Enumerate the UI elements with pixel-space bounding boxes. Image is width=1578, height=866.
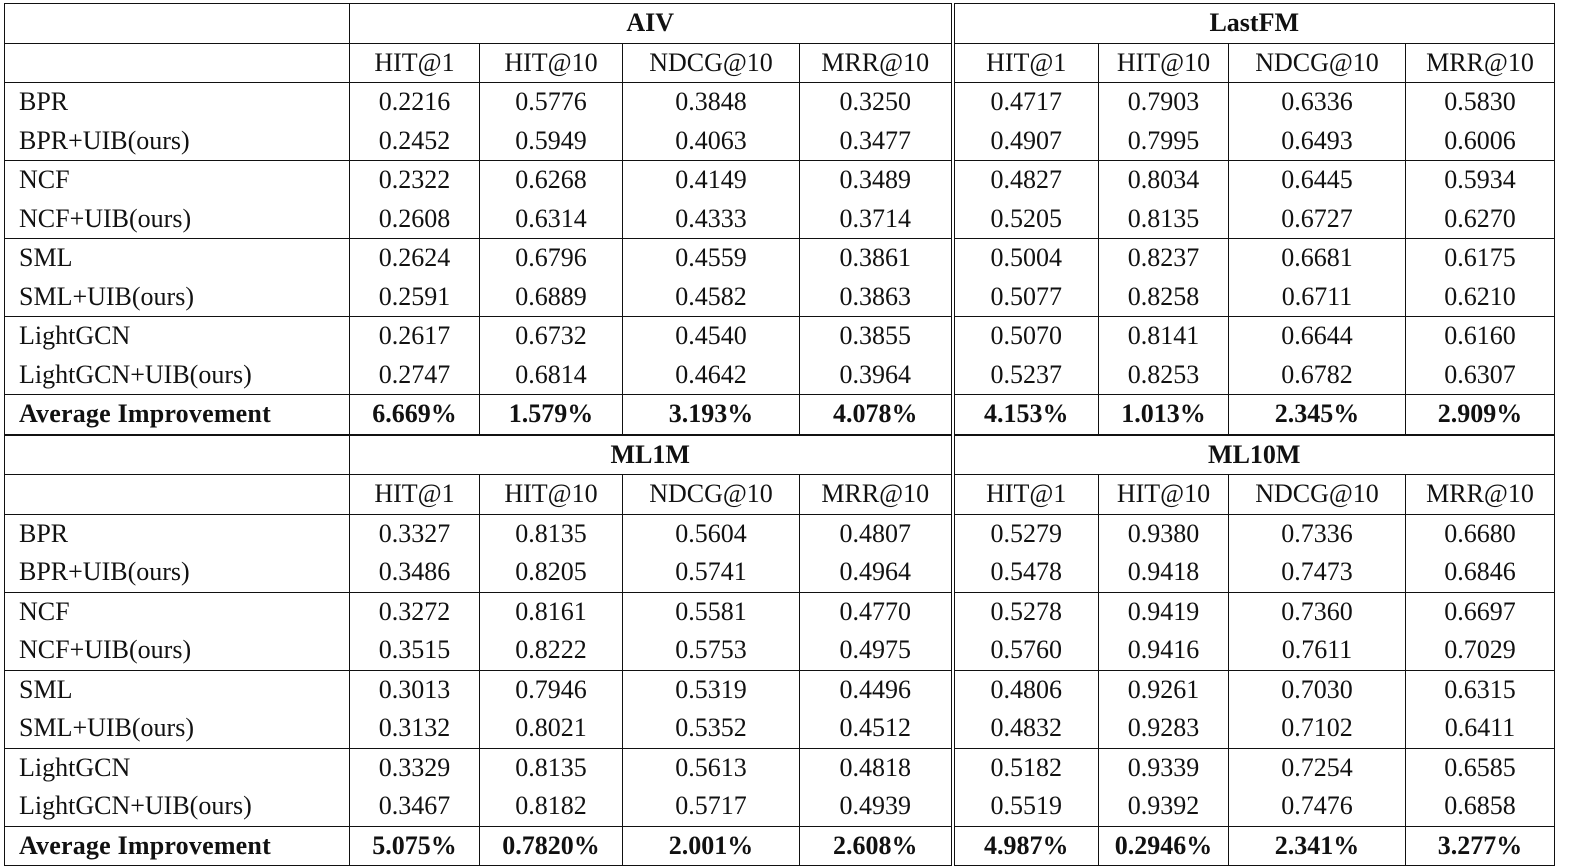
metric-header: NDCG@10 [1229,475,1406,515]
metric-value: 0.6160 [1406,317,1555,356]
table-row [5,317,1555,356]
metric-header: HIT@1 [350,43,480,83]
metric-value: 0.3272 [350,592,480,631]
average-improvement-value: 3.277% [1406,826,1555,866]
metric-value: 0.7473 [1229,553,1406,592]
metric-value: 0.6411 [1406,709,1555,748]
metric-value: 0.8135 [1099,200,1229,239]
metric-value: 0.4807 [800,514,953,553]
metric-value: 0.4512 [800,709,953,748]
average-improvement-value: 0.2946% [1099,826,1229,866]
corner-cell [5,435,350,475]
metric-value: 0.8021 [480,709,623,748]
metric-value: 0.6681 [1229,239,1406,278]
metric-value: 0.6268 [480,161,623,200]
metric-value: 0.9339 [1099,748,1229,787]
metric-value: 0.7903 [1099,83,1229,122]
average-improvement-label: Average Improvement [5,826,350,866]
metric-value: 0.6796 [480,239,623,278]
metric-value: 0.6846 [1406,553,1555,592]
method-label: NCF+UIB(ours) [5,200,350,239]
metric-value: 0.3132 [350,709,480,748]
metric-value: 0.6315 [1406,670,1555,709]
average-improvement-value: 0.7820% [480,826,623,866]
metric-value: 0.5205 [953,200,1099,239]
metric-value: 0.9261 [1099,670,1229,709]
metric-header: HIT@1 [953,475,1099,515]
method-label: LightGCN [5,748,350,787]
average-improvement-value: 2.345% [1229,395,1406,435]
metric-value: 0.3515 [350,631,480,670]
average-improvement-value: 1.013% [1099,395,1229,435]
metric-value: 0.3327 [350,514,480,553]
metric-value: 0.5776 [480,83,623,122]
metric-value: 0.3861 [800,239,953,278]
metric-value: 0.2617 [350,317,480,356]
metric-value: 0.4818 [800,748,953,787]
metric-value: 0.6307 [1406,356,1555,395]
metric-header-row [5,43,1555,83]
method-label: NCF+UIB(ours) [5,631,350,670]
metric-value: 0.6445 [1229,161,1406,200]
dataset-header: AIV [350,4,953,44]
method-label: SML [5,670,350,709]
metric-value: 0.8205 [480,553,623,592]
metric-value: 0.6314 [480,200,623,239]
average-improvement-value: 6.669% [350,395,480,435]
metric-value: 0.6210 [1406,278,1555,317]
average-improvement-row [5,395,1555,435]
table-row [5,631,1555,670]
metric-value: 0.3848 [623,83,800,122]
metric-value: 0.4149 [623,161,800,200]
metric-value: 0.4717 [953,83,1099,122]
metric-value: 0.7360 [1229,592,1406,631]
table-row [5,787,1555,826]
metric-value: 0.2452 [350,122,480,161]
method-label: LightGCN+UIB(ours) [5,787,350,826]
average-improvement-value: 1.579% [480,395,623,435]
table-row [5,553,1555,592]
metric-header: MRR@10 [1406,475,1555,515]
metric-header: HIT@10 [1099,475,1229,515]
table-row [5,709,1555,748]
metric-value: 0.2322 [350,161,480,200]
corner-cell [5,4,350,44]
average-improvement-value: 4.987% [953,826,1099,866]
average-improvement-value: 2.341% [1229,826,1406,866]
method-label: NCF [5,592,350,631]
metric-value: 0.5741 [623,553,800,592]
metric-value: 0.5934 [1406,161,1555,200]
method-label: LightGCN+UIB(ours) [5,356,350,395]
metric-value: 0.6782 [1229,356,1406,395]
metric-value: 0.8182 [480,787,623,826]
metric-value: 0.6814 [480,356,623,395]
metric-value: 0.5237 [953,356,1099,395]
metric-value: 0.3489 [800,161,953,200]
corner-cell [5,43,350,83]
metric-value: 0.9380 [1099,514,1229,553]
metric-value: 0.7102 [1229,709,1406,748]
metric-header: HIT@1 [953,43,1099,83]
metric-value: 0.7995 [1099,122,1229,161]
metric-header: HIT@10 [480,475,623,515]
metric-value: 0.5004 [953,239,1099,278]
metric-value: 0.5278 [953,592,1099,631]
metric-value: 0.4559 [623,239,800,278]
metric-value: 0.5319 [623,670,800,709]
metric-header: MRR@10 [800,43,953,83]
average-improvement-value: 3.193% [623,395,800,435]
method-label: SML+UIB(ours) [5,278,350,317]
metric-value: 0.8258 [1099,278,1229,317]
metric-value: 0.6889 [480,278,623,317]
results-table-container [4,3,1555,866]
method-label: BPR [5,514,350,553]
metric-value: 0.9416 [1099,631,1229,670]
method-label: BPR [5,83,350,122]
metric-value: 0.4642 [623,356,800,395]
metric-value: 0.2591 [350,278,480,317]
table-row [5,200,1555,239]
metric-value: 0.6858 [1406,787,1555,826]
metric-value: 0.3855 [800,317,953,356]
metric-value: 0.6336 [1229,83,1406,122]
metric-header: HIT@1 [350,475,480,515]
metric-value: 0.3863 [800,278,953,317]
metric-header: MRR@10 [1406,43,1555,83]
table-row [5,514,1555,553]
metric-header: NDCG@10 [1229,43,1406,83]
metric-value: 0.5070 [953,317,1099,356]
metric-value: 0.3714 [800,200,953,239]
average-improvement-label: Average Improvement [5,395,350,435]
metric-value: 0.7030 [1229,670,1406,709]
metric-value: 0.7946 [480,670,623,709]
metric-value: 0.7254 [1229,748,1406,787]
metric-value: 0.4975 [800,631,953,670]
metric-value: 0.4540 [623,317,800,356]
results-table [4,3,1555,866]
metric-value: 0.8222 [480,631,623,670]
metric-value: 0.8237 [1099,239,1229,278]
metric-value: 0.4496 [800,670,953,709]
metric-value: 0.7029 [1406,631,1555,670]
metric-value: 0.5581 [623,592,800,631]
method-label: BPR+UIB(ours) [5,553,350,592]
metric-header: NDCG@10 [623,43,800,83]
metric-value: 0.5352 [623,709,800,748]
method-label: NCF [5,161,350,200]
metric-value: 0.5182 [953,748,1099,787]
average-improvement-row [5,826,1555,866]
metric-value: 0.3477 [800,122,953,161]
metric-value: 0.6711 [1229,278,1406,317]
average-improvement-value: 4.078% [800,395,953,435]
metric-value: 0.6006 [1406,122,1555,161]
average-improvement-value: 5.075% [350,826,480,866]
average-improvement-value: 2.909% [1406,395,1555,435]
metric-value: 0.6644 [1229,317,1406,356]
metric-header: NDCG@10 [623,475,800,515]
metric-value: 0.2624 [350,239,480,278]
metric-value: 0.2216 [350,83,480,122]
metric-value: 0.4063 [623,122,800,161]
metric-value: 0.4806 [953,670,1099,709]
metric-value: 0.3486 [350,553,480,592]
method-label: SML+UIB(ours) [5,709,350,748]
metric-value: 0.4582 [623,278,800,317]
metric-value: 0.5604 [623,514,800,553]
metric-value: 0.3250 [800,83,953,122]
metric-value: 0.5613 [623,748,800,787]
metric-value: 0.5753 [623,631,800,670]
metric-value: 0.3329 [350,748,480,787]
average-improvement-value: 2.001% [623,826,800,866]
metric-header-row [5,475,1555,515]
metric-value: 0.7476 [1229,787,1406,826]
metric-value: 0.6175 [1406,239,1555,278]
metric-value: 0.6493 [1229,122,1406,161]
metric-value: 0.3964 [800,356,953,395]
metric-value: 0.8135 [480,514,623,553]
metric-value: 0.8141 [1099,317,1229,356]
metric-value: 0.7611 [1229,631,1406,670]
table-row [5,239,1555,278]
metric-value: 0.5519 [953,787,1099,826]
metric-value: 0.9419 [1099,592,1229,631]
table-row [5,278,1555,317]
metric-value: 0.5279 [953,514,1099,553]
table-row [5,670,1555,709]
dataset-header: ML1M [350,435,953,475]
metric-value: 0.4333 [623,200,800,239]
table-row [5,83,1555,122]
average-improvement-value: 4.153% [953,395,1099,435]
method-label: LightGCN [5,317,350,356]
metric-value: 0.2747 [350,356,480,395]
metric-value: 0.3013 [350,670,480,709]
metric-value: 0.6680 [1406,514,1555,553]
metric-value: 0.8135 [480,748,623,787]
metric-value: 0.5717 [623,787,800,826]
method-label: BPR+UIB(ours) [5,122,350,161]
metric-header: MRR@10 [800,475,953,515]
metric-value: 0.3467 [350,787,480,826]
metric-value: 0.6697 [1406,592,1555,631]
metric-value: 0.4832 [953,709,1099,748]
metric-value: 0.6270 [1406,200,1555,239]
corner-cell [5,475,350,515]
metric-value: 0.9392 [1099,787,1229,826]
dataset-header-row [5,4,1555,44]
method-label: SML [5,239,350,278]
dataset-header-row [5,435,1555,475]
metric-value: 0.4827 [953,161,1099,200]
metric-value: 0.9418 [1099,553,1229,592]
metric-value: 0.8034 [1099,161,1229,200]
table-row [5,592,1555,631]
metric-value: 0.5830 [1406,83,1555,122]
metric-value: 0.6585 [1406,748,1555,787]
table-row [5,748,1555,787]
metric-value: 0.5760 [953,631,1099,670]
metric-value: 0.8161 [480,592,623,631]
metric-value: 0.6732 [480,317,623,356]
metric-value: 0.4939 [800,787,953,826]
metric-value: 0.8253 [1099,356,1229,395]
metric-value: 0.5478 [953,553,1099,592]
metric-header: HIT@10 [480,43,623,83]
average-improvement-value: 2.608% [800,826,953,866]
table-row [5,356,1555,395]
metric-value: 0.4907 [953,122,1099,161]
metric-value: 0.6727 [1229,200,1406,239]
metric-value: 0.5949 [480,122,623,161]
metric-value: 0.4964 [800,553,953,592]
metric-value: 0.2608 [350,200,480,239]
metric-value: 0.7336 [1229,514,1406,553]
metric-value: 0.4770 [800,592,953,631]
metric-header: HIT@10 [1099,43,1229,83]
dataset-header: ML10M [953,435,1555,475]
dataset-header: LastFM [953,4,1555,44]
metric-value: 0.9283 [1099,709,1229,748]
metric-value: 0.5077 [953,278,1099,317]
table-row [5,161,1555,200]
table-row [5,122,1555,161]
